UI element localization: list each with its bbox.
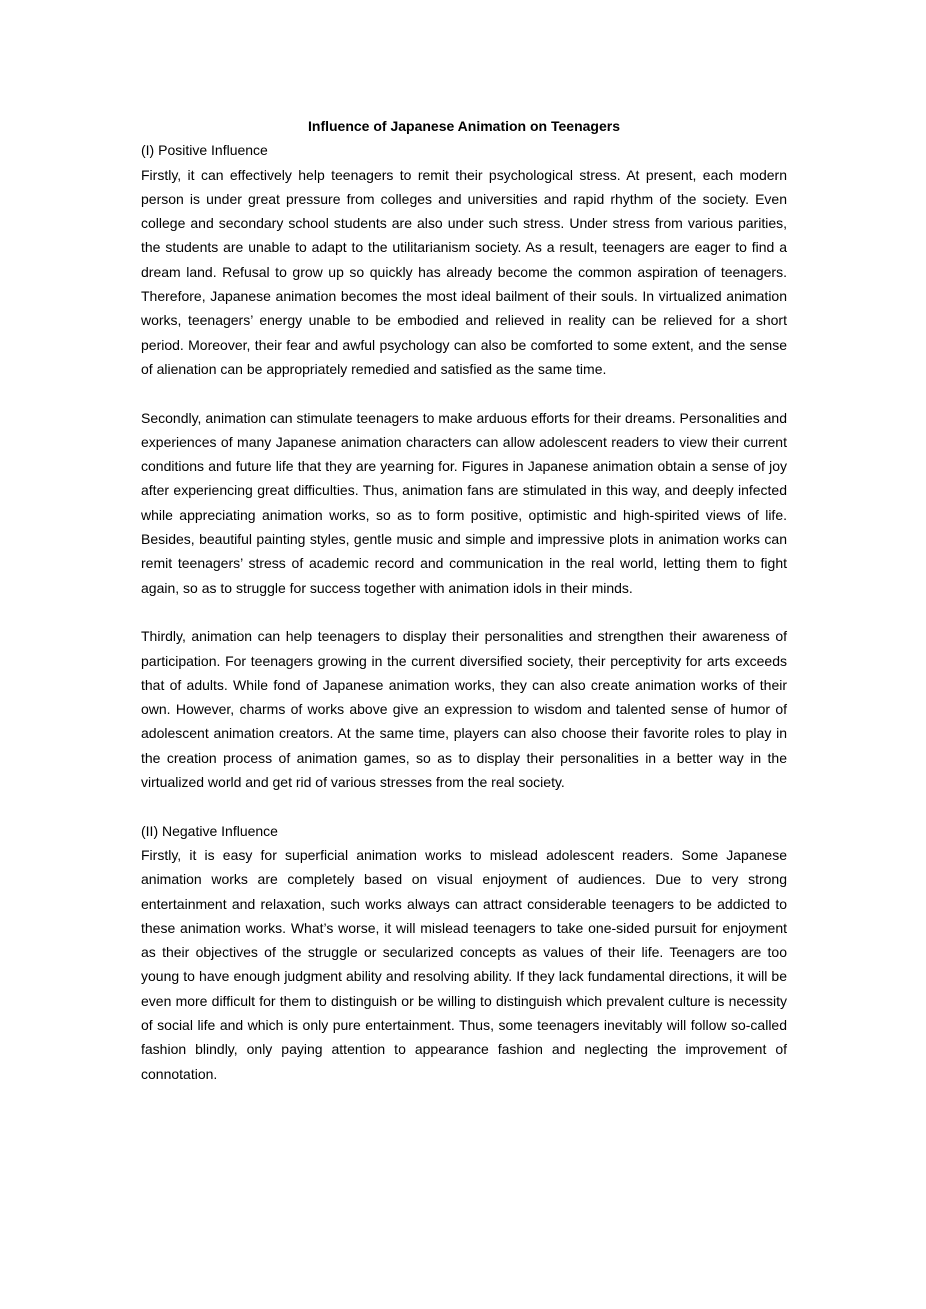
paragraph-gap <box>141 600 787 624</box>
paragraph-gap <box>141 381 787 405</box>
paragraph-gap <box>141 794 787 818</box>
paragraph-positive-1: Firstly, it can effectively help teenagers to remit their psychological stress. At present, each modern person is under great pressure from colleges and universities and rapid rhythm of the society. Even college and secondary school students are also under such stress. Under stress from various parities, the students are unable to adapt to the utilitarianism society. As a result, teenagers are eager to find a dream land. Refusal to grow up so quickly has already become the common aspiration of teenagers. Therefore, Japanese animation becomes the most ideal bailment of their souls. In virtualized animation works, teenagers’ energy unable to be embodied and relieved in reality can be relieved for a short period. Moreover, their fear and awful psychology can also be comforted to some extent, and the sense of alienation can be appropriately remedied and satisfied as the same time. <box>141 166 787 377</box>
section-heading-positive: (I) Positive Influence <box>141 142 268 159</box>
document-page <box>141 114 787 1086</box>
document-title: Influence of Japanese Animation on Teenagers <box>308 118 620 134</box>
section-heading-negative: (II) Negative Influence <box>141 822 278 839</box>
paragraph-negative-1: Firstly, it is easy for superficial animation works to mislead adolescent readers. Some Japanese animation works are completely based on visual enjoyment of audiences. Due to very strong entertainment and relaxation, such works always can attract considerable teenagers to be addicted to these animation works. What’s worse, it will mislead teenagers to take one-sided pursuit for enjoyment as their objectives of the struggle or secularized concepts as values of their life. Teenagers are too young to have enough judgment ability and resolving ability. If they lack fundamental directions, it will be even more difficult for them to distinguish or be willing to distinguish which prevalent culture is necessity of social life and which is only pure entertainment. Thus, some teenagers inevitably will follow so-called fashion blindly, only paying attention to appearance fashion and neglecting the improvement of connotation. <box>141 846 787 1082</box>
paragraph-positive-2: Secondly, animation can stimulate teenagers to make arduous efforts for their dreams. Personalities and experiences of many Japanese animation characters can allow adolescent readers to view their current conditions and future life that they are yearning for. Figures in Japanese animation obtain a sense of joy after experiencing great difficulties. Thus, animation fans are stimulated in this way, and deeply infected while appreciating animation works, so as to form positive, optimistic and high-spirited views of life. Besides, beautiful painting styles, gentle music and simple and impressive plots in animation works can remit teenagers’ stress of academic record and communication in the real world, letting them to fight again, so as to struggle for success together with animation idols in their minds. <box>141 409 787 596</box>
paragraph-positive-3: Thirdly, animation can help teenagers to display their personalities and strengthen their awareness of participation. For teenagers growing in the current diversified society, their perceptivity for arts exceeds that of adults. While fond of Japanese animation works, they can also create animation works of their own. However, charms of works above give an expression to wisdom and talented sense of humor of adolescent animation creators. At the same time, players can also choose their favorite roles to play in the creation process of animation games, so as to display their personalities in a better way in the virtualized world and get rid of various stresses from the real society. <box>141 628 787 791</box>
